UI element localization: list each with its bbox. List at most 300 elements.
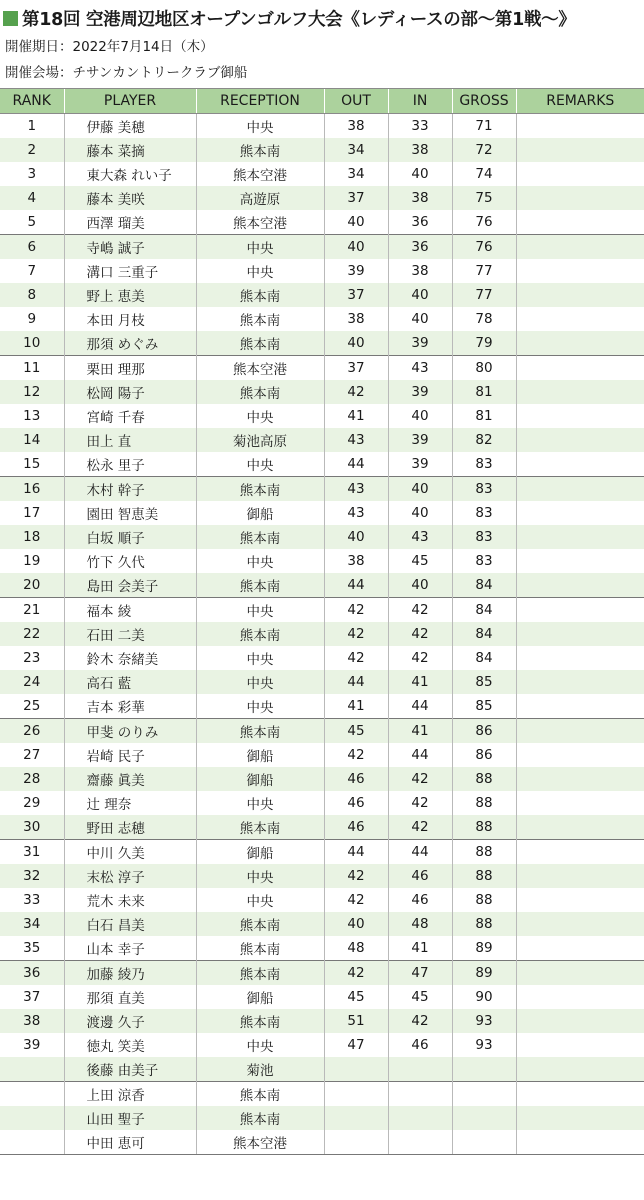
remarks-cell <box>516 452 644 477</box>
out-score-cell: 43 <box>324 477 388 502</box>
gross-score-cell: 86 <box>452 743 516 767</box>
gross-score-cell: 71 <box>452 114 516 139</box>
out-score-cell: 37 <box>324 356 388 381</box>
reception-cell: 高遊原 <box>196 186 324 210</box>
table-row <box>0 1082 644 1107</box>
remarks-cell <box>516 428 644 452</box>
reception-cell: 中央 <box>196 694 324 719</box>
gross-score-cell: 90 <box>452 985 516 1009</box>
in-score-cell: 44 <box>388 743 452 767</box>
reception-cell: 御船 <box>196 985 324 1009</box>
reception-cell: 熊本空港 <box>196 356 324 381</box>
rank-cell: 17 <box>23 505 41 521</box>
out-score-cell: 44 <box>324 573 388 598</box>
player-cell: 寺嶋 誠子 <box>64 235 196 260</box>
table-header-row <box>0 89 644 114</box>
remarks-cell <box>516 477 644 502</box>
player-cell: 東大森 れい子 <box>64 162 196 186</box>
remarks-cell <box>516 307 644 331</box>
remarks-cell <box>516 138 644 162</box>
player-cell: 藤本 菜摘 <box>64 138 196 162</box>
reception-cell: 中央 <box>196 670 324 694</box>
remarks-cell <box>516 162 644 186</box>
in-score-cell: 46 <box>388 1033 452 1057</box>
rank-cell: 26 <box>0 719 64 744</box>
table-row <box>0 452 644 477</box>
out-score-cell: 34 <box>324 138 388 162</box>
table-row <box>0 791 644 815</box>
table-row <box>0 162 644 186</box>
player-cell: 徳丸 笑美 <box>64 1033 196 1057</box>
player-cell: 山本 幸子 <box>64 936 196 961</box>
remarks-cell <box>516 961 644 986</box>
in-score-cell: 42 <box>388 598 452 623</box>
gross-score-cell: 76 <box>452 235 516 260</box>
in-score-cell: 40 <box>388 404 452 428</box>
reception-cell: 中央 <box>196 888 324 912</box>
out-score-cell: 39 <box>324 259 388 283</box>
remarks-cell <box>516 622 644 646</box>
rank-cell: 36 <box>0 961 64 986</box>
out-score-cell <box>324 1057 388 1082</box>
out-score-cell: 42 <box>324 598 388 623</box>
rank-cell: 8 <box>0 283 64 307</box>
in-score-cell: 42 <box>388 646 452 670</box>
reception-cell: 熊本空港 <box>196 1130 324 1155</box>
out-score-cell: 42 <box>324 622 388 646</box>
in-score-cell: 45 <box>388 985 452 1009</box>
out-score-cell <box>324 1082 388 1107</box>
rank-cell: 31 <box>0 840 64 865</box>
reception-cell: 熊本南 <box>196 380 324 404</box>
in-score-cell: 39 <box>388 452 452 477</box>
player-cell: 木村 幹子 <box>64 477 196 502</box>
column-header-in: IN <box>388 89 452 114</box>
event-date: 開催期日：2022年7月14日（木） <box>5 39 214 55</box>
remarks-cell <box>516 380 644 404</box>
gross-score-cell: 93 <box>452 1009 516 1033</box>
player-cell: 加藤 綾乃 <box>64 961 196 986</box>
gross-score-cell: 88 <box>452 815 516 840</box>
rank-cell: 27 <box>23 747 41 763</box>
player-cell: 吉本 彩華 <box>64 694 196 719</box>
event-venue: 開催会場：チサンカントリークラブ御船 <box>5 65 248 81</box>
out-score-cell: 40 <box>324 912 388 936</box>
gross-score-cell: 88 <box>452 888 516 912</box>
green-square-icon <box>3 11 18 26</box>
gross-score-cell: 81 <box>452 404 516 428</box>
rank-cell <box>0 1130 64 1155</box>
gross-score-cell: 75 <box>452 186 516 210</box>
table-row <box>0 1130 644 1155</box>
reception-cell: 中央 <box>196 235 324 260</box>
remarks-cell <box>516 525 644 549</box>
remarks-cell <box>516 1106 644 1130</box>
in-score-cell: 41 <box>388 719 452 744</box>
table-row <box>0 622 644 646</box>
reception-cell: 菊池 <box>196 1057 324 1082</box>
player-cell: 渡邊 久子 <box>64 1009 196 1033</box>
reception-cell: 熊本南 <box>196 331 324 356</box>
rank-cell: 3 <box>27 166 37 182</box>
out-score-cell: 40 <box>324 210 388 235</box>
in-score-cell: 44 <box>388 840 452 865</box>
player-cell: 末松 淳子 <box>64 864 196 888</box>
reception-cell: 熊本南 <box>196 1009 324 1033</box>
player-cell: 那須 めぐみ <box>64 331 196 356</box>
out-score-cell: 42 <box>324 743 388 767</box>
table-row <box>0 210 644 235</box>
table-row <box>0 1057 644 1082</box>
player-cell: 甲斐 のりみ <box>64 719 196 744</box>
gross-score-cell: 80 <box>452 356 516 381</box>
gross-score-cell: 84 <box>452 646 516 670</box>
in-score-cell: 48 <box>388 912 452 936</box>
in-score-cell: 44 <box>388 694 452 719</box>
table-row <box>0 307 644 331</box>
column-header-reception: RECEPTION <box>196 89 324 114</box>
gross-score-cell: 77 <box>452 283 516 307</box>
table-row <box>0 525 644 549</box>
reception-cell: 御船 <box>196 501 324 525</box>
table-row <box>0 719 644 744</box>
rank-cell: 12 <box>0 380 64 404</box>
player-cell: 鈴木 奈緒美 <box>64 646 196 670</box>
remarks-cell <box>516 864 644 888</box>
in-score-cell <box>388 1130 452 1155</box>
reception-cell: 中央 <box>196 404 324 428</box>
table-row <box>0 912 644 936</box>
rank-cell: 1 <box>27 118 37 134</box>
in-score-cell <box>388 1057 452 1082</box>
rank-cell: 23 <box>23 650 41 666</box>
in-score-cell: 47 <box>388 961 452 986</box>
player-cell: 齋藤 眞美 <box>64 767 196 791</box>
gross-score-cell: 89 <box>452 961 516 986</box>
table-row <box>0 767 644 791</box>
reception-cell: 中央 <box>196 549 324 573</box>
gross-score-cell <box>452 1130 516 1155</box>
rank-cell: 37 <box>23 989 41 1005</box>
out-score-cell: 46 <box>324 791 388 815</box>
reception-cell: 熊本南 <box>196 961 324 986</box>
out-score-cell: 44 <box>324 670 388 694</box>
out-score-cell: 42 <box>324 864 388 888</box>
rank-cell: 32 <box>0 864 64 888</box>
remarks-cell <box>516 1033 644 1057</box>
gross-score-cell: 77 <box>452 259 516 283</box>
rank-cell: 28 <box>0 767 64 791</box>
out-score-cell <box>324 1106 388 1130</box>
out-score-cell: 44 <box>324 452 388 477</box>
table-row <box>0 694 644 719</box>
rank-cell: 16 <box>0 477 64 502</box>
gross-score-cell: 88 <box>452 767 516 791</box>
in-score-cell: 39 <box>388 331 452 356</box>
table-row <box>0 356 644 381</box>
out-score-cell <box>324 1130 388 1155</box>
reception-cell: 中央 <box>196 259 324 283</box>
remarks-cell <box>516 1130 644 1155</box>
gross-score-cell: 74 <box>452 162 516 186</box>
gross-score-cell <box>452 1106 516 1130</box>
rank-cell: 35 <box>23 940 41 956</box>
rank-cell: 11 <box>0 356 64 381</box>
in-score-cell: 43 <box>388 525 452 549</box>
rank-cell: 2 <box>0 138 64 162</box>
table-row <box>0 331 644 356</box>
rank-cell: 9 <box>27 311 37 327</box>
out-score-cell: 40 <box>324 525 388 549</box>
rank-cell: 24 <box>0 670 64 694</box>
rank-cell: 39 <box>23 1037 41 1053</box>
in-score-cell: 39 <box>388 428 452 452</box>
table-row <box>0 598 644 623</box>
player-cell: 溝口 三重子 <box>64 259 196 283</box>
reception-cell: 熊本南 <box>196 815 324 840</box>
remarks-cell <box>516 936 644 961</box>
in-score-cell: 40 <box>388 283 452 307</box>
out-score-cell: 45 <box>324 719 388 744</box>
reception-cell: 熊本南 <box>196 1106 324 1130</box>
gross-score-cell: 83 <box>452 525 516 549</box>
out-score-cell: 42 <box>324 380 388 404</box>
player-cell: 田上 直 <box>64 428 196 452</box>
gross-score-cell: 82 <box>452 428 516 452</box>
reception-cell: 熊本南 <box>196 138 324 162</box>
out-score-cell: 46 <box>324 815 388 840</box>
remarks-cell <box>516 331 644 356</box>
gross-score-cell: 72 <box>452 138 516 162</box>
gross-score-cell: 84 <box>452 573 516 598</box>
player-cell: 後藤 由美子 <box>64 1057 196 1082</box>
in-score-cell: 40 <box>388 307 452 331</box>
page-title <box>0 4 644 32</box>
page-title-text: 第18回 空港周辺地区オープンゴルフ大会《レディースの部〜第1戦〜》 <box>22 9 576 30</box>
gross-score-cell: 84 <box>452 622 516 646</box>
rank-cell: 29 <box>23 795 41 811</box>
table-row <box>0 743 644 767</box>
in-score-cell: 36 <box>388 235 452 260</box>
player-cell: 伊藤 美穂 <box>64 114 196 139</box>
rank-cell: 10 <box>0 331 64 356</box>
out-score-cell: 43 <box>324 501 388 525</box>
reception-cell: 中央 <box>196 1033 324 1057</box>
gross-score-cell: 78 <box>452 307 516 331</box>
in-score-cell: 43 <box>388 356 452 381</box>
table-row <box>0 404 644 428</box>
player-cell: 藤本 美咲 <box>64 186 196 210</box>
player-cell: 野上 恵美 <box>64 283 196 307</box>
out-score-cell: 45 <box>324 985 388 1009</box>
out-score-cell: 38 <box>324 549 388 573</box>
remarks-cell <box>516 670 644 694</box>
in-score-cell: 40 <box>388 573 452 598</box>
in-score-cell: 42 <box>388 622 452 646</box>
rank-cell: 19 <box>23 553 41 569</box>
player-cell: 山田 聖子 <box>64 1106 196 1130</box>
column-header-out: OUT <box>324 89 388 114</box>
reception-cell: 熊本南 <box>196 307 324 331</box>
player-cell: 那須 直美 <box>64 985 196 1009</box>
rank-cell <box>0 1057 64 1082</box>
table-row <box>0 573 644 598</box>
remarks-cell <box>516 598 644 623</box>
reception-cell: 中央 <box>196 864 324 888</box>
remarks-cell <box>516 719 644 744</box>
table-row <box>0 670 644 694</box>
in-score-cell: 45 <box>388 549 452 573</box>
rank-cell: 4 <box>0 186 64 210</box>
table-row <box>0 1106 644 1130</box>
results-table <box>0 88 644 1155</box>
player-cell: 高石 藍 <box>64 670 196 694</box>
rank-cell: 38 <box>0 1009 64 1033</box>
remarks-cell <box>516 549 644 573</box>
in-score-cell: 42 <box>388 815 452 840</box>
column-header-gross: GROSS <box>452 89 516 114</box>
gross-score-cell: 85 <box>452 670 516 694</box>
player-cell: 栗田 理那 <box>64 356 196 381</box>
out-score-cell: 37 <box>324 283 388 307</box>
remarks-cell <box>516 791 644 815</box>
remarks-cell <box>516 501 644 525</box>
player-cell: 白石 昌美 <box>64 912 196 936</box>
rank-cell: 34 <box>0 912 64 936</box>
remarks-cell <box>516 186 644 210</box>
reception-cell: 熊本空港 <box>196 210 324 235</box>
out-score-cell: 37 <box>324 186 388 210</box>
gross-score-cell: 88 <box>452 864 516 888</box>
gross-score-cell: 88 <box>452 912 516 936</box>
gross-score-cell: 83 <box>452 452 516 477</box>
in-score-cell: 42 <box>388 791 452 815</box>
remarks-cell <box>516 767 644 791</box>
remarks-cell <box>516 114 644 139</box>
player-cell: 西澤 瑠美 <box>64 210 196 235</box>
table-row <box>0 840 644 865</box>
out-score-cell: 41 <box>324 404 388 428</box>
out-score-cell: 48 <box>324 936 388 961</box>
reception-cell: 熊本空港 <box>196 162 324 186</box>
remarks-cell <box>516 1082 644 1107</box>
remarks-cell <box>516 646 644 670</box>
player-cell: 石田 二美 <box>64 622 196 646</box>
column-header-player: PLAYER <box>64 89 196 114</box>
in-score-cell: 41 <box>388 670 452 694</box>
gross-score-cell: 89 <box>452 936 516 961</box>
in-score-cell: 38 <box>388 186 452 210</box>
reception-cell: 熊本南 <box>196 283 324 307</box>
table-row <box>0 283 644 307</box>
player-cell: 宮崎 千春 <box>64 404 196 428</box>
table-row <box>0 888 644 912</box>
table-row <box>0 646 644 670</box>
gross-score-cell: 86 <box>452 719 516 744</box>
remarks-cell <box>516 235 644 260</box>
gross-score-cell: 83 <box>452 477 516 502</box>
rank-cell: 18 <box>0 525 64 549</box>
reception-cell: 中央 <box>196 791 324 815</box>
gross-score-cell: 79 <box>452 331 516 356</box>
remarks-cell <box>516 912 644 936</box>
out-score-cell: 42 <box>324 961 388 986</box>
table-row <box>0 380 644 404</box>
remarks-cell <box>516 815 644 840</box>
rank-cell: 20 <box>0 573 64 598</box>
player-cell: 園田 智恵美 <box>64 501 196 525</box>
table-row <box>0 235 644 260</box>
remarks-cell <box>516 1009 644 1033</box>
remarks-cell <box>516 210 644 235</box>
table-row <box>0 186 644 210</box>
reception-cell: 熊本南 <box>196 719 324 744</box>
reception-cell: 熊本南 <box>196 936 324 961</box>
in-score-cell: 40 <box>388 477 452 502</box>
table-row <box>0 936 644 961</box>
reception-cell: 熊本南 <box>196 525 324 549</box>
rank-cell: 25 <box>23 698 41 714</box>
in-score-cell <box>388 1082 452 1107</box>
gross-score-cell: 84 <box>452 598 516 623</box>
rank-cell: 30 <box>0 815 64 840</box>
table-row <box>0 1033 644 1057</box>
reception-cell: 御船 <box>196 743 324 767</box>
out-score-cell: 41 <box>324 694 388 719</box>
player-cell: 岩崎 民子 <box>64 743 196 767</box>
table-row <box>0 114 644 139</box>
player-cell: 中川 久美 <box>64 840 196 865</box>
out-score-cell: 34 <box>324 162 388 186</box>
rank-cell: 15 <box>23 456 41 472</box>
player-cell: 福本 綾 <box>64 598 196 623</box>
table-row <box>0 549 644 573</box>
gross-score-cell <box>452 1057 516 1082</box>
table-row <box>0 259 644 283</box>
rank-cell: 13 <box>23 408 41 424</box>
player-cell: 松永 里子 <box>64 452 196 477</box>
out-score-cell: 42 <box>324 646 388 670</box>
remarks-cell <box>516 694 644 719</box>
remarks-cell <box>516 283 644 307</box>
player-cell: 上田 涼香 <box>64 1082 196 1107</box>
gross-score-cell: 83 <box>452 501 516 525</box>
gross-score-cell: 88 <box>452 791 516 815</box>
out-score-cell: 44 <box>324 840 388 865</box>
player-cell: 辻 理奈 <box>64 791 196 815</box>
table-row <box>0 864 644 888</box>
rank-cell: 33 <box>23 892 41 908</box>
remarks-cell <box>516 985 644 1009</box>
rank-cell <box>0 1106 64 1130</box>
out-score-cell: 40 <box>324 331 388 356</box>
remarks-cell <box>516 888 644 912</box>
out-score-cell: 42 <box>324 888 388 912</box>
reception-cell: 熊本南 <box>196 477 324 502</box>
in-score-cell: 39 <box>388 380 452 404</box>
rank-cell: 14 <box>0 428 64 452</box>
table-row <box>0 961 644 986</box>
in-score-cell <box>388 1106 452 1130</box>
column-header-rank: RANK <box>0 89 64 114</box>
in-score-cell: 42 <box>388 1009 452 1033</box>
reception-cell: 中央 <box>196 114 324 139</box>
rank-cell: 5 <box>27 214 37 230</box>
reception-cell: 中央 <box>196 598 324 623</box>
in-score-cell: 42 <box>388 767 452 791</box>
remarks-cell <box>516 259 644 283</box>
out-score-cell: 43 <box>324 428 388 452</box>
